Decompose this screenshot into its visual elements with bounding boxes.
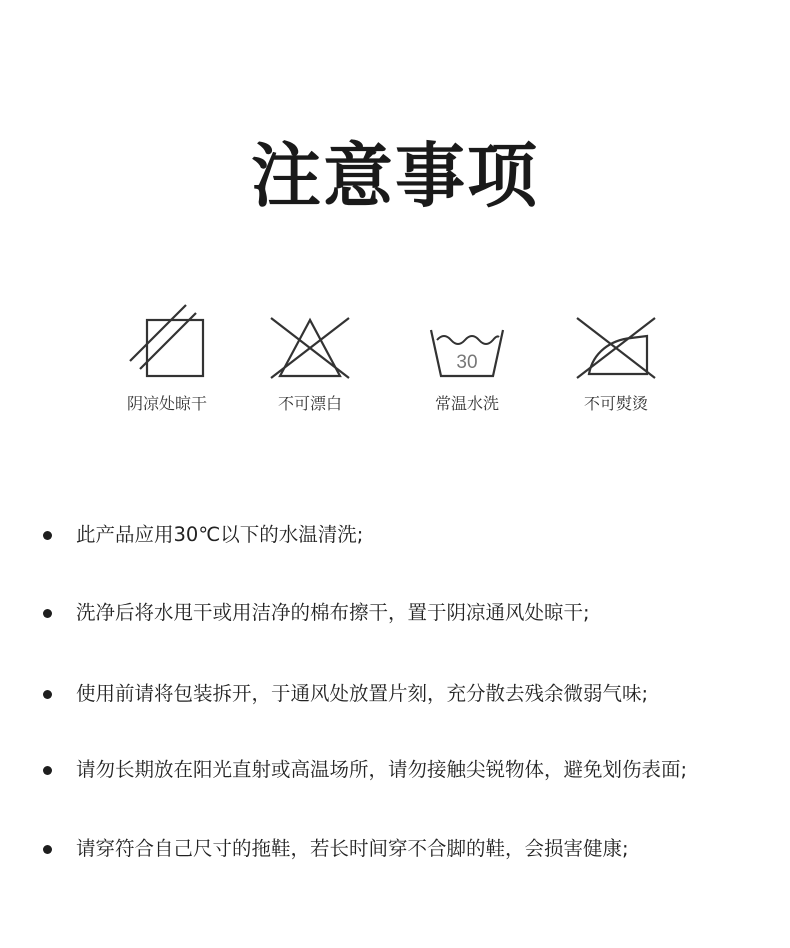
care-label: 不可熨烫	[583, 394, 648, 413]
bullet-icon	[43, 609, 52, 618]
care-label: 常温水洗	[434, 394, 499, 413]
care-label: 阴凉处晾干	[126, 394, 207, 413]
wash-temperature: 30	[456, 352, 478, 373]
page-title: 注意事项	[251, 135, 539, 217]
bullet-icon	[43, 766, 52, 775]
do-not-bleach-icon	[267, 300, 353, 380]
bullet-icon	[43, 845, 52, 854]
list-item	[40, 680, 780, 708]
list-item	[40, 835, 780, 863]
wash-30-icon	[427, 300, 507, 380]
list-item	[40, 756, 780, 784]
do-not-iron-icon	[573, 300, 659, 380]
note-text: 使用前请将包装拆开，于通风处放置片刻，充分散去残余微弱气味;	[76, 682, 649, 705]
bullet-icon	[43, 690, 52, 699]
care-symbol-do-not-iron	[546, 300, 686, 414]
list-item	[40, 521, 780, 549]
dry-in-shade-icon	[127, 300, 207, 380]
care-symbol-do-not-bleach	[240, 300, 380, 414]
note-text: 请勿长期放在阳光直射或高温场所，请勿接触尖锐物体，避免划伤表面;	[76, 758, 688, 781]
bullet-icon	[43, 531, 52, 540]
care-label: 不可漂白	[277, 394, 342, 413]
note-text: 请穿符合自己尺寸的拖鞋，若长时间穿不合脚的鞋，会损害健康;	[76, 837, 629, 860]
care-symbol-dry-in-shade	[97, 300, 237, 414]
care-symbol-wash-30	[397, 300, 537, 414]
list-item	[40, 599, 780, 627]
note-text: 洗净后将水甩干或用洁净的棉布擦干，置于阴凉通风处晾干;	[76, 601, 590, 624]
care-symbols-row	[0, 300, 790, 440]
note-text: 此产品应用30℃以下的水温清洗;	[76, 523, 364, 546]
